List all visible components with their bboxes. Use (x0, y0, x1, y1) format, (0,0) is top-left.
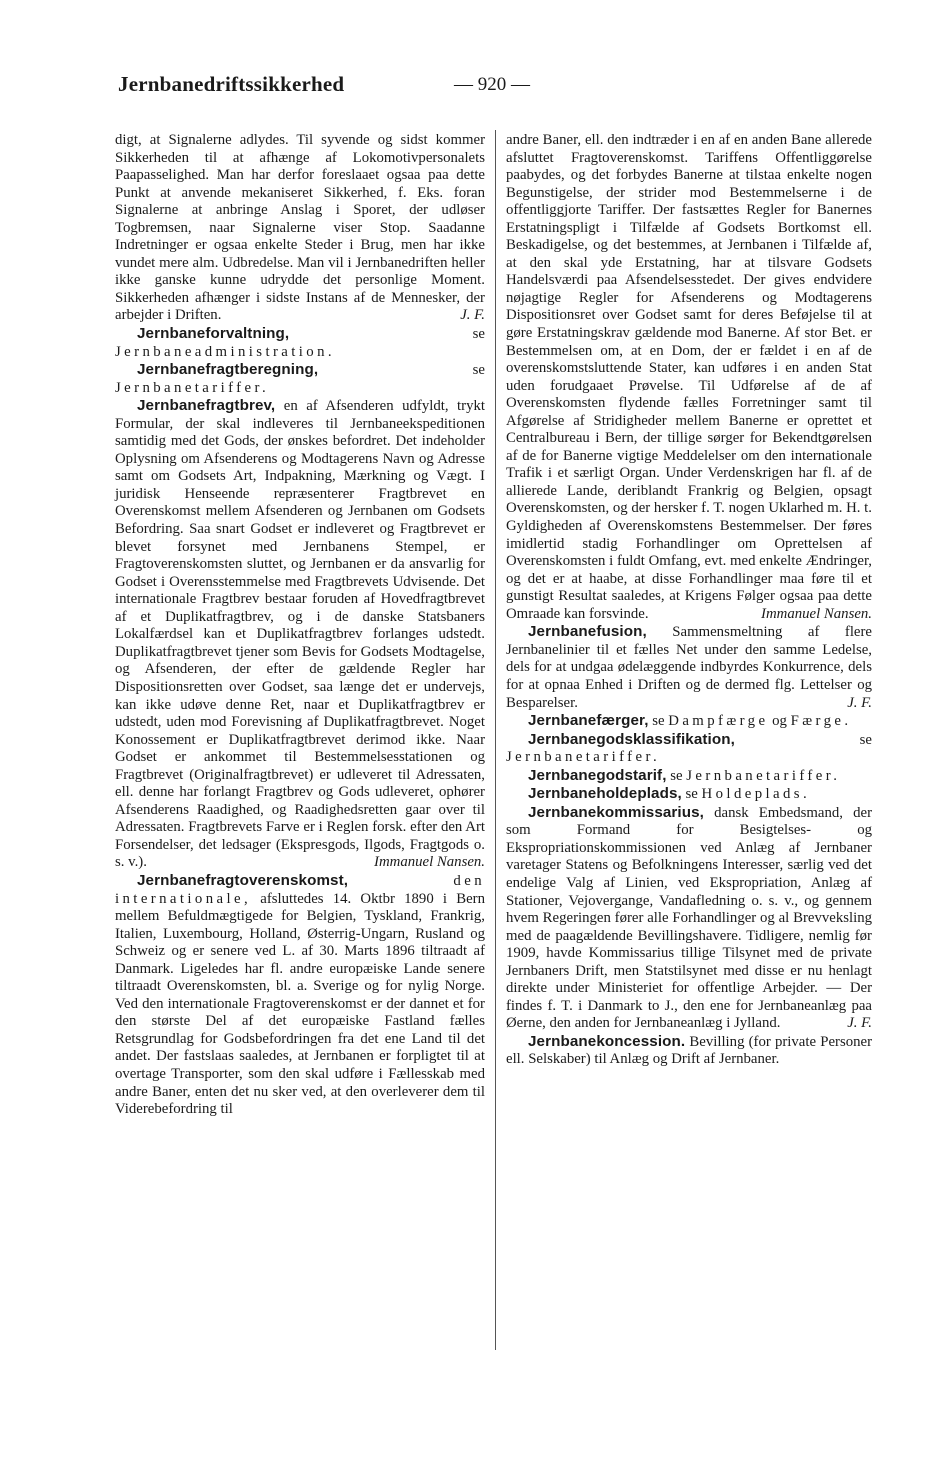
cross-reference: Jernbanetariffer. (686, 767, 841, 784)
entry-jernbaneholdeplads (506, 785, 872, 804)
entry-headword: Jernbanefusion, (528, 623, 647, 641)
entry-jernbanefragtoverenskomst (115, 872, 485, 1119)
entry-headword: Jernbanegodstarif, (528, 766, 667, 784)
entry-headword: Jernbaneholdeplads, (528, 785, 682, 803)
conjunction: og (772, 713, 787, 730)
entry-author: Immanuel Nansen. (374, 854, 485, 871)
entry-text: Bevilling (for private Personer ell. Selskaber) til Anlæg og Drift af Jernbaner. (506, 1033, 872, 1068)
entry-text: Sammensmeltning af flere Jernbanelinier til et fælles Net under den samme Ledelse, dels for at undgaa ødelæggende indbyrdes Konkurrence, dels for at opnaa Enhed i Driften og de dermed flg. Lettelser og Besparelser. (506, 624, 872, 711)
entry-jernbaneforvaltning (115, 325, 485, 361)
see-word: se (472, 362, 485, 379)
see-word: se (472, 326, 485, 343)
entry-author: J. F. (460, 307, 485, 324)
entry-jernbanegodsklassifikation (506, 731, 872, 767)
entry-text: digt, at Signalerne adlydes. Til syvende og sidst kommer Sikkerheden til at afhænge af Lokomotivpersonalets Paapasselighed. Man har derfor foreslaaet ogsaa paa dette Punkt at anvende mekaniseret Sikkerhed, f. Eks. foran Signalerne at anbringe Anslag i Sporet, der udløser Togbremsen, naar Signalerne viser Stop. Saadanne Indretninger er ogsaa enkelte Steder i Brug, men har ikke vundet mere alm. Udbredelse. Man vil i Jernbanedriften heller ikke ganske kunne udrydde det personlige Moment. Sikkerheden afhænger i sidste Instans af de Mennesker, der arbejder i Driften. (115, 132, 485, 324)
entry-jernbanefaerger (506, 712, 872, 731)
entry-jernbanefusion (506, 623, 872, 712)
see-word: se (652, 713, 665, 730)
column-divider (495, 130, 496, 1350)
left-column (115, 132, 485, 1119)
entry-author: J. F. (847, 694, 872, 711)
cross-reference: Jernbanetariffer. (506, 749, 661, 766)
cross-reference: Færge. (790, 713, 852, 730)
entry-headword: Jernbanefærger, (528, 712, 649, 730)
entry-headword: Jernbanefragtberegning, (137, 361, 319, 379)
entry-headword: Jernbanekommissarius, (528, 803, 704, 821)
entry-headword: Jernbanegodsklassifikation, (528, 730, 735, 748)
continued-entry (506, 132, 872, 623)
entry-headword: Jernbanefragtoverenskomst, (137, 871, 349, 889)
spaced-qualifier: den internationale, (115, 872, 485, 907)
see-word: se (685, 786, 698, 803)
page-number: — 920 — (454, 74, 530, 95)
cross-reference: Holdeplads. (701, 786, 811, 803)
entry-text: afsluttedes 14. Oktbr 1890 i Bern mellem Befuldmægtigede for Belgien, Tyskland, Frankrig, Italien, Luxembourg, Holland, Østerrig-Ungarn, Rusland og Schweiz og er senere ved L. af 30. Marts 1896 tiltraadt af Danmark. Ligeledes har fl. andre europæiske Lande senere tiltraadt Overenskomsten, bl. a. Sverige og for nylig Norge. Ved den internationale Fragtoverenskomst er der dannet et for den største Del af det europæiske Fastland fælles Retsgrundlag for Godsbefordringen fra det ene Land til det andet. Der fastslaas saaledes, at Jernbanen er forpligtet til at overtage Transporter, som den skal udføre i Fællesskab med andre Baner, enten det nu sker ved, at den overleverer dem til Viderebefordring til (115, 890, 485, 1118)
entry-headword: Jernbanefragtbrev, (137, 397, 276, 415)
entry-author: Immanuel Nansen. (761, 605, 872, 622)
entry-text: en af Afsenderen udfyldt, trykt Formular, der skal indleveres til Jernbaneekspeditionen samtidig med det Gods, der ønskes befordret. Det indeholder Oplysning om Afsenderens og Modtagerens Navn og Adresse samt om Godsets Art, Indpakning, Mærkning og Vægt. I juridisk Henseende repræsenterer Fragtbrevet en Overenskomst mellem Afsenderen og Jernbanen om Godsets Befordring. Saa snart Godset er indleveret og Fragtbrevet er blevet forsynet med Jernbanens Stempel, er Fragtoverenskomsten sluttet, og Jernbanen er da ansvarlig for Godset i Overensstemmelse med Fragtbrevets Udvisende. Det internationale Fragtbrev bestaar foruden af Hovedfragtbrevet af et Duplikatfragtbrev, og i de danske Statsbaners Lokalfærdsel kan et Duplikatfragtbrev forlanges udstedt. Duplikatfragtbrevet tjener som Bevis for Godsets Modtagelse, og Afsenderen, der efter de gældende Regler har Dispositionsretten over Godset, saa længe det er undervejs, kan ikke udøve denne Ret, naar et Duplikatfragtbrev er udstedt, uden mod Forevisning af Duplikatfragtbrevet. Noget Konossement er Duplikatfragtbrevet derimod ikke. Naar Godset er ankommet til Bestemmelsesstationen og Fragtbrevet (Originalfragtbrevet) er udleveret til Adressaten, ell. denne har forlangt Fragtbrev og Gods udleveret, ophører Afsenderens Raadighed, og Raadighedsretten gaar over til Adressaten. Fragtbrevets Farve er i Reglen forsk. efter den Art Forsendelser, det ledsager (Ekspresgods, Ilgods, Fragtgods o. s. v.). (115, 398, 486, 871)
continued-entry (115, 132, 485, 325)
entry-jernbanefragtbrev (115, 397, 485, 872)
see-word: se (670, 767, 683, 784)
entry-headword: Jernbaneforvaltning, (137, 325, 290, 343)
cross-reference: Dampfærge (668, 713, 769, 730)
entry-jernbanefragtberegning (115, 361, 485, 397)
entry-text: andre Baner, ell. den indtræder i en af en anden Bane allerede afsluttet Fragtoverenskomst. Tariffens Offentliggørelse paabydes, og det forbydes Banerne at tilstaa enkelte nogen Begunstigelse, der strider mod Bestemmelserne i de offentliggjorte Tariffer. Der fastsættes Regler for Banernes Erstatningspligt i Tilfælde af Godsets Bortkomst ell. Beskadigelse, og det bestemmes, at Jernbanen i Tilfælde af, at den skal yde Erstatning, har at tilsvare Godsets Handelsværdi paa Afsendelsesstedet. Der gives endvidere nøjagtige Regler for Afsenderens og Modtagerens Dispositionsret over Godset samt for deres Beføjelse til at gøre Erstatningskrav gældende mod Banerne. Af stor Bet. er Bestemmelsen om, at en Dom, der er fældet i en af de overenskomstsluttende Stater, kan udføres i en anden Stat uden forudgaaet Prøvelse. Til Udførelse af de af Overenskomsten flydende fælles Forretninger samt til Afgørelse af Stridigheder mellem Banerne er oprettet et Centralbureau i Bern, der tillige sørger for Bekendtgørelsen af de for Banerne vigtige Meddelelser om den internationale Trafik i et særligt Organ. Under Verdenskrigen har fl. af de allierede Lande, deriblandt Frankrig og Belgien, opsagt Overenskomsten, og der hersker f. T. nogen Uklarhed m. H. t. Gyldigheden af Overenskomstens Bestemmelser. Der føres imidlertid stadig Forhandlinger om Oprettelsen af Overenskomsten i fuldt Omfang, evt. med enkelte Ændringer, og det er at haabe, at disse Forhandlinger maa føre til et gunstigt Resultat saaledes, at Krigens Følger ogsaa paa dette Omraade kan forsvinde. (506, 132, 872, 622)
cross-reference: Jernbanetariffer. (115, 379, 270, 396)
entry-headword: Jernbanekoncession. (528, 1032, 686, 1050)
cross-reference: Jernbaneadministration. (115, 343, 335, 360)
entry-text: dansk Embedsmand, der som Formand for Besigtelses- og Ekspropriationskommissionen ved Anlæg af Jernbaner varetager Statens og Befolkningens Interesser, særlig ved det endelige Valg af Linien, ved Ekspropriation, Anlæg af Stationer, Vejovergange, Vandafledning o. s. v., og gennem hvem Regeringen fører alle Forhandlinger og al Brevveksling med de paagældende Bevillingshavere. Tidligere, nemlig før 1909, havde Kommissarius tillige Tilsynet med de private Jernbaners Drift, men Statstilsynet med disse er nu henlagt direkte under Ministeriet for offentlige Arbejder. — Der findes f. T. i Danmark to J., den ene for Jernbaneanlæg paa Øerne, den anden for Jernbaneanlæg i Jylland. (506, 804, 873, 1032)
entry-jernbanekommissarius (506, 804, 872, 1033)
page-header (118, 72, 878, 102)
right-column (506, 132, 872, 1069)
entry-jernbanegodstarif (506, 767, 872, 786)
entry-author: J. F. (847, 1015, 872, 1032)
running-title: Jernbanedriftssikkerhed (118, 72, 345, 96)
entry-jernbanekoncession (506, 1033, 872, 1069)
see-word: se (859, 731, 872, 748)
